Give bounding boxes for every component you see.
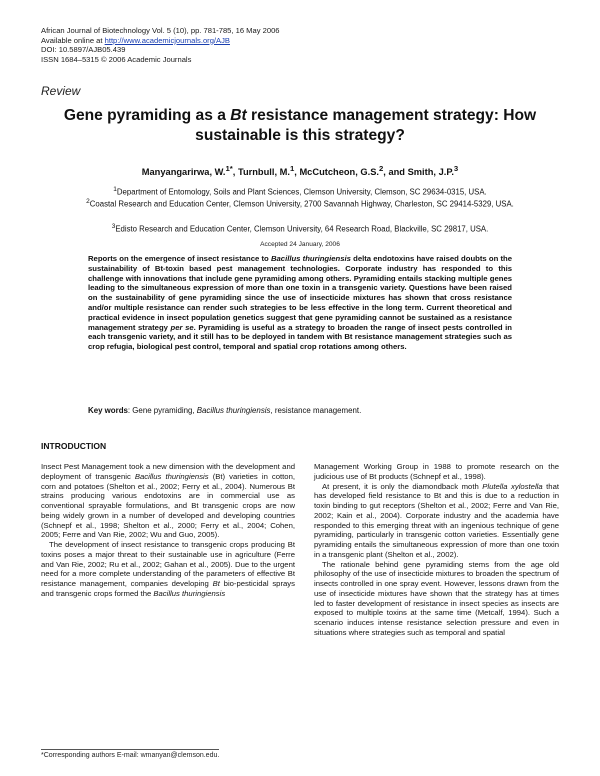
author-list: Manyangarirwa, W.$^{1*}$, Turnbull, M.$^1$, McCutcheon, G.S.$^2$, and Smith, J.P.$^3$ — [141, 164, 459, 178]
paragraph: Insect Pest Management took a new dimension with the development and deployment of transgenic Bacillus thuringiensis (Bt) varieties in cotton, corn and potatoes (Shelton et al., 2002; Ferry et al., 2004). Numerous Bt strains producing various endotoxins are in commercial use as conventional sprayable formulations, and Bt transgenic crops are now being widely grown in a number of developed and developing countries (Schnepf et al., 1998; Shelton et al., 2000; Ferry et al., 2004; Cohen, 2005; Ferre and Van Rie, 2002; Wu and Guo, 2005). — [41, 462, 295, 540]
availability-line: Available online at http://www.academicjournals.org/AJB — [41, 35, 230, 45]
footnote-divider — [41, 749, 219, 750]
affiliation-3: $^3$Edisto Research and Education Center, Clemson University, 64 Research Road, Blackville, SC 29817, USA. — [111, 223, 489, 234]
corresponding-author-footnote: *Corresponding authors E-mail: wmanyan@clemson.edu. — [41, 752, 220, 759]
affiliation-1: $^1$Department of Entomology, Soils and Plant Sciences, Clemson University, Clemson, SC 29634-0315, USA. — [113, 186, 487, 197]
author-name: McCutcheon, G.S. — [299, 167, 379, 178]
accepted-date: Accepted 24 January, 2006 — [260, 241, 340, 248]
author-name: Smith, J.P. — [407, 167, 454, 178]
paragraph: Management Working Group in 1988 to promote research on the judicious use of Bt products (Schnepf et al., 1998). — [314, 462, 559, 481]
doi-line: DOI: 10.5897/AJB05.439 — [41, 45, 126, 55]
article-type-label: Review — [41, 84, 81, 98]
journal-url-link[interactable]: http://www.academicjournals.org/AJB — [104, 35, 230, 45]
introduction-heading: INTRODUCTION — [41, 441, 107, 451]
left-column — [41, 462, 295, 599]
journal-citation: African Journal of Biotechnology Vol. 5 (10), pp. 781-785, 16 May 2006 — [41, 26, 280, 35]
issn-line: ISSN 1684–5315 © 2006 Academic Journals — [41, 54, 192, 64]
right-column — [314, 462, 559, 638]
paragraph: The development of insect resistance to transgenic crops producing Bt toxins poses a major threat to their sustainable use in agriculture (Ferre and Van Rie, 2002; Ru et al., 2002; Gahan et al., 2005). Due to the urgent need for a more complete understanding of the parameters of effective Bt resistance management, companies developing Bt bio-pesticidal sprays and transgenic crops formed the Bacillus thuringiensis — [41, 540, 295, 598]
author-name: Manyangarirwa, W. — [141, 167, 226, 178]
paragraph: The rationale behind gene pyramiding stems from the age old philosophy of the use of insecticide mixtures to broaden the spectrum of insects controlled in one spray event. However, lessons drawn from the use of insecticide mixtures have shown that the strategy has at times led to faster development of resistance in insect species as insects are exposed to multiple toxins at the same time (Metcalf, 1994). Such a scenario induces intense resistance selection pressure and even in situations where strategies such as temporal and spatial — [314, 559, 559, 637]
keywords: Key words: Gene pyramiding, Bacillus thuringiensis, resistance management. — [88, 406, 362, 415]
paragraph: At present, it is only the diamondback moth Plutella xylostella that has developed field resistance to Bt and this is due to a reduction in toxin binding to gut receptors (Shelton et al., 2002; Ferre and Van Rie, 2002; Kain et al., 2004). Corporate industry and the academia have responded to this emerging threat with an ingenious technique of gene pyramiding, particularly in transgenic cotton varieties. Essentially gene pyramiding entails the simultaneous expression of more than one toxin in a transgenic plant (Shelton et al., 2002). — [314, 481, 559, 559]
author-name: Turnbull, M. — [237, 167, 290, 178]
affiliation-2: $^2$Coastal Research and Education Center, Clemson University, 2700 Savannah Highway, Charleston, SC 29414-5329, USA. — [86, 198, 514, 209]
journal-header — [41, 26, 280, 64]
paper-title: Gene pyramiding as a Bt resistance management strategy: How sustainable is this strategy? — [63, 107, 537, 144]
abstract: Reports on the emergence of insect resistance to Bacillus thuringiensis delta endotoxins have raised doubts on the sustainability of Bt-toxin based pest management technologies. Corporate industry has responded to this challenge with innovations that include gene pyramiding among others. Pyramiding entails stacking multiple genes leading to the simultaneous expression of more than one toxin in a transgenic variety. Questions have been raised on the sustainability of gene pyramiding since the use of insecticide mixtures has shown that cross resistance and/or multiple resistance can render such strategies to be less effective in the long term. Current theoretical and practical evidence in insect population genetics suggest that gene pyramiding cannot be sustained as a resistance management strategy per se. Pyramiding is useful as a strategy to broaden the range of insect pests controlled in each transgenic variety, and it still has to be deployed in tandem with Bt resistance management strategies such as crop refugia, biological pest control, temporal and spatial crop rotations among others. — [88, 254, 513, 352]
